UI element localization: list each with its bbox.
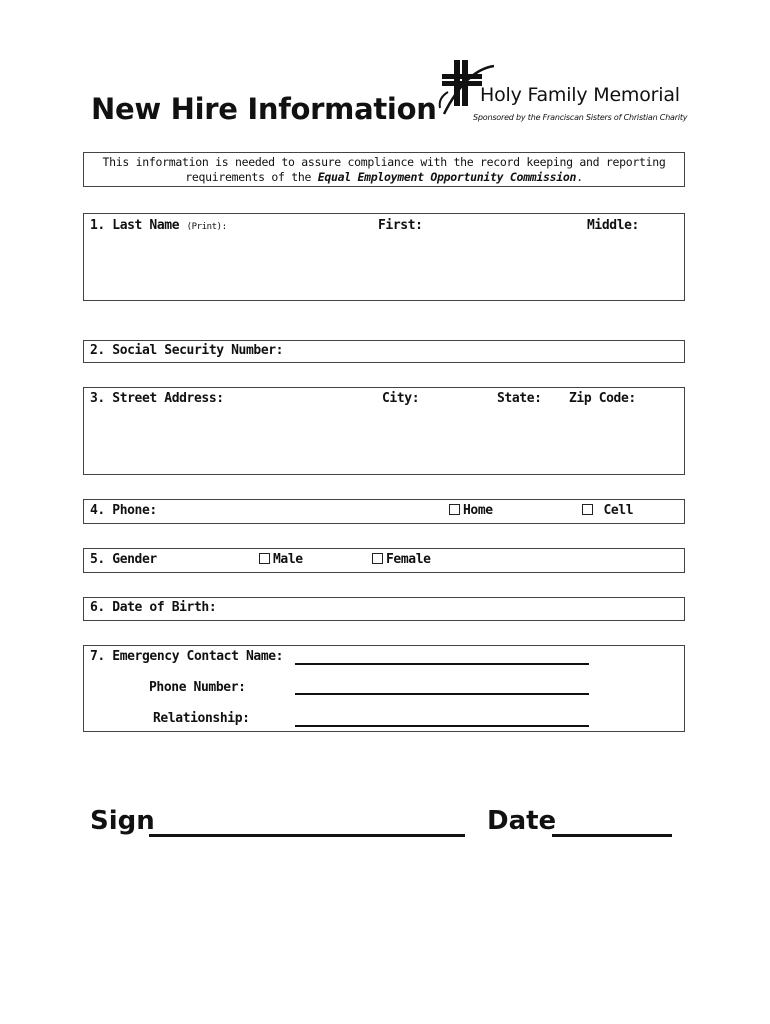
street-address-label: 3. Street Address:	[90, 391, 224, 406]
home-option[interactable]	[449, 503, 493, 518]
gender-section[interactable]	[83, 548, 685, 573]
phone-label: 4. Phone:	[90, 503, 157, 518]
emergency-contact-name-line[interactable]	[295, 663, 589, 665]
cell-label: Cell	[603, 503, 634, 518]
compliance-notice	[83, 152, 685, 187]
logo-name: Holy Family Memorial	[480, 84, 680, 106]
ssn-section[interactable]	[83, 340, 685, 363]
male-label: Male	[273, 552, 303, 567]
zip-code-label: Zip Code:	[569, 391, 636, 406]
ssn-label: 2. Social Security Number:	[90, 343, 284, 358]
notice-text-end: .	[576, 170, 583, 184]
name-section[interactable]	[83, 213, 685, 301]
last-name-label	[90, 218, 227, 233]
last-name-label-text: 1. Last Name	[90, 218, 180, 233]
city-label: City:	[382, 391, 420, 406]
emergency-contact-section	[83, 645, 685, 732]
cell-option[interactable]	[582, 503, 633, 518]
emergency-phone-label: Phone Number:	[149, 680, 246, 695]
emergency-phone-line[interactable]	[295, 693, 589, 695]
notice-emphasis: Equal Employment Opportunity Commission	[317, 170, 577, 184]
emergency-contact-name-label: 7. Emergency Contact Name:	[90, 649, 284, 664]
print-note: (Print):	[186, 222, 227, 232]
relationship-label: Relationship:	[153, 711, 250, 726]
relationship-line[interactable]	[295, 725, 589, 727]
middle-name-label: Middle:	[587, 218, 639, 233]
male-checkbox[interactable]	[259, 553, 270, 564]
state-label: State:	[497, 391, 542, 406]
female-option[interactable]	[372, 552, 431, 567]
phone-section[interactable]	[83, 499, 685, 524]
date-line[interactable]	[552, 834, 672, 837]
logo-tagline: Sponsored by the Franciscan Sisters of Christian Charity	[473, 113, 688, 122]
dob-section[interactable]	[83, 597, 685, 621]
female-checkbox[interactable]	[372, 553, 383, 564]
first-name-label: First:	[378, 218, 423, 233]
date-of-birth-label: 6. Date of Birth:	[90, 600, 217, 615]
page-title: New Hire Information	[91, 92, 437, 126]
male-option[interactable]	[259, 552, 303, 567]
signature-line[interactable]	[149, 834, 465, 837]
notice-text: This information is needed to assure compliance with the record keeping and reporting requirements of the	[102, 155, 666, 184]
holy-family-memorial-logo	[436, 58, 686, 128]
home-label: Home	[463, 503, 493, 518]
address-section[interactable]	[83, 387, 685, 475]
home-checkbox[interactable]	[449, 504, 460, 515]
female-label: Female	[386, 552, 431, 567]
cell-checkbox[interactable]	[582, 504, 593, 515]
sign-label: Sign	[90, 806, 155, 836]
gender-label: 5. Gender	[90, 552, 157, 567]
date-label: Date	[487, 806, 557, 836]
